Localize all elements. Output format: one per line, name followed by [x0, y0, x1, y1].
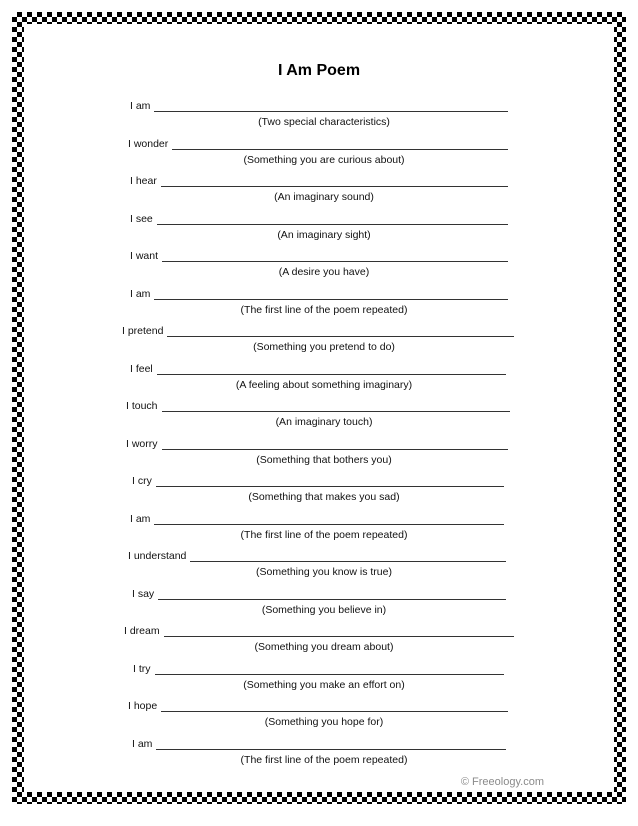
- poem-line: [0, 362, 638, 400]
- line-prompt: I am: [130, 512, 151, 525]
- line-prompt: I worry: [126, 437, 158, 450]
- line-prompt: I pretend: [122, 325, 164, 337]
- poem-line: [0, 437, 638, 475]
- line-prompt: I am: [130, 100, 151, 112]
- line-hint: (The first line of the poem repeated): [240, 303, 408, 316]
- answer-blank[interactable]: [161, 711, 508, 712]
- line-prompt: I understand: [128, 550, 187, 562]
- line-hint: (An imaginary touch): [275, 416, 373, 428]
- answer-blank[interactable]: [190, 561, 506, 562]
- footer-credit: © Freeology.com: [460, 776, 544, 788]
- line-prompt: I hope: [128, 700, 158, 712]
- line-hint: (Something you make an effort on): [243, 678, 405, 691]
- line-hint: (Something that makes you sad): [248, 491, 400, 503]
- line-prompt: I am: [130, 287, 151, 300]
- poem-line: [0, 662, 638, 700]
- answer-blank[interactable]: [154, 524, 504, 525]
- answer-blank[interactable]: [167, 336, 514, 337]
- poem-line: [0, 549, 638, 587]
- line-prompt: I am: [132, 737, 153, 750]
- line-prompt: I hear: [130, 175, 157, 187]
- line-hint: (The first line of the poem repeated): [240, 753, 408, 766]
- line-hint: (A desire you have): [278, 266, 370, 278]
- line-prompt: I wonder: [128, 137, 169, 150]
- answer-blank[interactable]: [172, 149, 508, 150]
- poem-line: [0, 512, 638, 550]
- line-hint: (A feeling about something imaginary): [235, 378, 413, 391]
- line-hint: (Something you hope for): [264, 716, 384, 728]
- poem-line: [0, 212, 638, 250]
- line-hint: (Something you believe in): [261, 603, 387, 616]
- answer-blank[interactable]: [156, 749, 506, 750]
- answer-blank[interactable]: [162, 411, 510, 412]
- answer-blank[interactable]: [162, 449, 508, 450]
- line-hint: (The first line of the poem repeated): [240, 528, 408, 541]
- answer-blank[interactable]: [158, 599, 506, 600]
- answer-blank[interactable]: [156, 486, 504, 487]
- line-hint: (Something you are curious about): [243, 153, 405, 166]
- answer-blank[interactable]: [162, 261, 508, 262]
- line-hint: (Two special characteristics): [258, 116, 390, 128]
- line-hint: (An imaginary sight): [277, 228, 371, 241]
- poem-line: [0, 737, 638, 775]
- answer-blank[interactable]: [164, 636, 514, 637]
- answer-blank[interactable]: [157, 374, 506, 375]
- page-title: I Am Poem: [277, 62, 361, 79]
- answer-blank[interactable]: [155, 674, 504, 675]
- poem-line: [0, 99, 638, 137]
- line-hint: (Something you dream about): [254, 641, 394, 653]
- line-prompt: I touch: [126, 400, 158, 412]
- line-hint: (Something that bothers you): [256, 453, 392, 466]
- answer-blank[interactable]: [161, 186, 508, 187]
- answer-blank[interactable]: [154, 299, 508, 300]
- line-prompt: I feel: [130, 362, 153, 375]
- line-hint: (Something you pretend to do): [253, 341, 395, 353]
- answer-blank[interactable]: [157, 224, 508, 225]
- line-prompt: I want: [130, 250, 159, 262]
- line-prompt: I dream: [124, 625, 160, 637]
- poem-line: [0, 587, 638, 625]
- line-prompt: I see: [130, 212, 153, 225]
- poem-line: [0, 137, 638, 175]
- poem-line: [0, 249, 638, 287]
- poem-line: [0, 324, 638, 362]
- poem-line: [0, 699, 638, 737]
- line-hint: (Something you know is true): [256, 566, 392, 578]
- line-prompt: I say: [132, 587, 155, 600]
- line-prompt: I try: [133, 662, 151, 675]
- answer-blank[interactable]: [154, 111, 508, 112]
- poem-line: [0, 174, 638, 212]
- poem-line: [0, 474, 638, 512]
- poem-line: [0, 624, 638, 662]
- line-hint: (An imaginary sound): [274, 191, 374, 203]
- poem-line: [0, 287, 638, 325]
- line-prompt: I cry: [132, 475, 152, 487]
- poem-line: [0, 399, 638, 437]
